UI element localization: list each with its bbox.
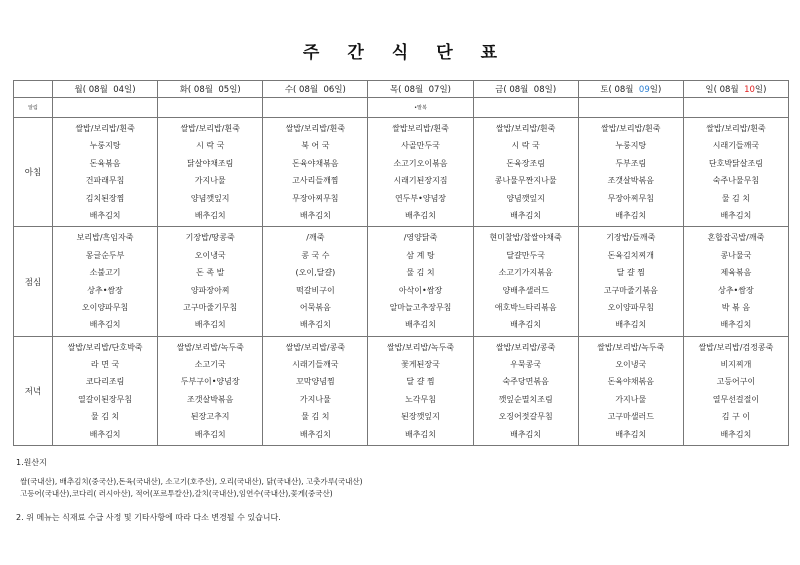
menu-item: 쌀밥/보리밥/흰죽 [75,124,135,133]
allergy-cell [578,98,683,118]
menu-item: 몽글순두부 [85,250,125,260]
menu-item: 열갈이된장무침 [78,394,133,404]
menu-item: 양념깻잎지 [506,193,545,203]
menu-item: 고구마줄기무침 [183,302,238,312]
menu-item: 제육볶음 [720,268,752,278]
menu-item: 조갯살박볶음 [607,176,654,186]
menu-item: 소고기오이볶음 [393,158,448,168]
menu-item: 노각무침 [405,394,436,404]
day-header-suffix: 일) [649,85,662,95]
menu-item: 가지나물 [194,176,226,186]
menu-item: 달 걀 찜 [616,268,645,278]
allergy-cell [683,98,788,118]
menu-item: 오이냉국 [194,250,226,260]
menu-item: 어묵볶음 [299,302,331,312]
menu-item: 연두부•양념장 [394,193,447,203]
menu-cell [263,336,368,445]
title-char: 표 [480,43,498,63]
menu-item: 무장아찌무침 [292,193,339,203]
menu-item: 배추김치 [405,429,436,439]
menu-item: 시 락 국 [511,141,540,151]
title-char: 단 [436,43,453,63]
title-char: 식 [391,43,409,63]
day-header-suffix: 일) [124,85,136,95]
menu-item: 쌀밥/보리밥/흰죽 [601,124,661,133]
menu-item: 배추김치 [720,210,752,220]
allergy-cell [158,98,263,118]
day-header-suffix: 일) [334,85,346,95]
menu-item: /영양닭죽 [403,233,438,243]
day-header-prefix: 금( 08월 [495,85,534,95]
menu-item: 배추김치 [405,210,436,220]
menu-cell [683,118,788,227]
meal-row-lunch [14,227,789,336]
menu-item: 라 면 국 [90,360,120,370]
menu-item: 무장아찌무침 [607,193,654,203]
menu-cell [368,336,473,445]
day-header [578,81,683,98]
menu-item: 가지나물 [299,394,331,404]
menu-item: 배추김치 [615,210,647,220]
menu-item: 배추김치 [510,429,542,439]
menu-cell [578,118,683,227]
menu-cell [578,227,683,336]
menu-item: 돈육야채볶음 [607,377,654,387]
menu-item: 기장밥/땅콩죽 [185,233,235,243]
menu-item: 배추김치 [510,210,542,220]
menu-item: 배추김치 [194,429,226,439]
menu-item: 김치된장찜 [85,193,125,203]
menu-cell [158,118,263,227]
menu-item: 상추•쌈장 [87,285,123,295]
menu-item: 소고기국 [194,360,226,370]
day-header-suffix: 일) [544,85,557,95]
menu-item: 물 김 치 [406,268,435,278]
day-header-prefix: 수( 08월 [284,85,324,95]
menu-item: 돈 족 발 [196,268,225,278]
menu-item: 오이양파무침 [81,302,129,312]
menu-item: 보리밥/흑임자죽 [76,233,134,243]
menu-item: 된장깻잎지 [401,412,440,422]
menu-item: 시래기된장지짐 [393,176,448,186]
day-header-date: 07 [428,85,440,95]
menu-item: (오이,달걀) [295,268,336,278]
day-header [683,81,788,98]
menu-item: 쌀밥보리밥/흰죽 [392,124,449,133]
menu-cell [683,227,788,336]
menu-item: 달 걀 찜 [406,377,435,387]
day-header [158,81,263,98]
menu-item: 쌀밥/보리밥/흰죽 [706,124,766,133]
menu-item: 배추김치 [720,429,752,439]
day-header-date: 04 [113,85,125,95]
menu-item: 배추김치 [89,429,121,439]
menu-item: 된장고추지 [190,412,230,422]
menu-item: 가지나물 [615,394,647,404]
menu-item: 꽃게된장국 [401,360,440,370]
menu-item: 배추김치 [194,210,226,220]
menu-item: 건파래무침 [85,176,125,186]
menu-cell [683,336,788,445]
meal-label: 점심 [14,227,53,336]
menu-item: 배추김치 [194,320,226,330]
menu-item: 쌀밥/보리밥/녹두죽 [176,342,244,352]
menu-item: 쌀밥/보리밥/흰죽 [495,124,556,133]
menu-item: 두부구이•양념장 [180,377,240,387]
menu-cell [368,227,473,336]
day-header-date: 05 [218,85,230,95]
menu-item: 돈육야채볶음 [292,158,339,168]
menu-item: 돈육장조림 [506,158,545,168]
menu-item: 물 김 치 [721,193,751,203]
menu-item: 배추김치 [89,320,121,330]
menu-cell [263,118,368,227]
menu-cell [578,336,683,445]
menu-item: 배추김치 [720,320,752,330]
page-title [0,38,800,63]
menu-item: 시래기들깨국 [712,141,760,151]
day-header [368,81,473,98]
menu-item: 우묵콩국 [510,360,542,370]
menu-item: 배추김치 [299,429,331,439]
menu-item: 쌀밥/보리밥/흰죽 [285,124,346,133]
menu-item: 북 어 국 [301,141,330,151]
menu-item: 시 락 국 [196,141,225,151]
menu-item: 단호박닭살조림 [708,158,763,168]
menu-item: 쌀밥/보리밥/흰죽 [180,124,240,133]
menu-item: 쌀밥/보리밥/녹두죽 [597,342,665,352]
allergy-cell [473,98,578,118]
menu-item: 애호박느타리볶음 [494,302,557,312]
menu-item: 배추김치 [299,320,331,330]
menu-item: 떡갈비구이 [296,285,335,295]
menu-item: 물 김 치 [90,412,120,422]
title-char: 간 [347,43,364,63]
origin-line-2: 고등어(국내산),코다리( 러시아산), 적어(포르투칼산),갈치(국내산),임연수(국내산),꽃게(중국산) [20,489,333,498]
day-header-prefix: 토( 08월 [600,85,639,95]
menu-cell [53,118,158,227]
menu-item: 콩 국 수 [301,250,330,260]
day-header-prefix: 목( 08월 [389,85,429,95]
menu-item: 아삭이•쌈장 [398,285,443,295]
title-char: 주 [302,43,320,63]
menu-item: 오이냉국 [615,360,647,370]
menu-item: 쌀밥/보리밥/녹두죽 [386,342,455,352]
menu-item: /깨죽 [306,233,325,243]
day-header [53,81,158,98]
menu-cell [368,118,473,227]
menu-item: 쌀밥/보리밥/단호박죽 [67,342,143,352]
menu-item: 꼬막양념찜 [296,377,335,387]
menu-item: 물 김 치 [301,412,330,422]
meal-label: 아침 [14,118,53,227]
menu-item: 배추김치 [615,429,647,439]
menu-item: 오이양파무침 [607,302,654,312]
menu-item: 고사리들깨찜 [292,176,339,186]
menu-item: 삼 계 탕 [406,250,435,260]
corner-cell [14,81,53,98]
menu-item: 고등어구이 [716,377,756,387]
menu-item: 상추•쌈장 [718,285,754,295]
menu-item: 배추김치 [510,320,542,330]
menu-item: 혼합잡곡밥/깨죽 [707,233,765,243]
day-header-suffix: 일) [439,85,451,95]
meal-row-breakfast [14,118,789,227]
menu-item: 소고기가지볶음 [498,268,553,278]
notice-text: 2. 위 메뉴는 식재료 수급 사정 및 기타사항에 따라 다소 변경될 수 있습니다. [16,513,281,522]
day-header-suffix: 일) [754,85,767,95]
menu-item: 사골만두국 [401,141,440,151]
menu-item: 고구마줄기볶음 [603,285,658,295]
menu-item: 두부조림 [615,158,647,168]
weekly-menu-table [13,80,789,446]
day-header-prefix: 일( 08월 [705,85,745,95]
origin-heading: 1.원산지 [16,458,47,467]
day-header-date: 10 [744,85,755,95]
menu-item: 깻잎순멸치조림 [498,394,553,404]
day-header-date: 06 [323,85,335,95]
menu-item: 닭살야채조림 [187,158,234,168]
menu-item: 숙주나물무침 [712,176,760,186]
menu-item: 비지찌개 [720,360,752,370]
menu-item: 콩나물무짠지나물 [494,176,557,186]
menu-cell [473,118,578,227]
day-header-prefix: 화( 08월 [179,85,219,95]
menu-item: 달걀만두국 [506,250,545,260]
menu-cell [473,227,578,336]
day-header [263,81,368,98]
menu-item: 쌀밥/보리밥/콩죽 [495,342,556,352]
menu-item: 조갯살박볶음 [187,394,234,404]
day-header-date: 08 [533,85,545,95]
allergy-cell [263,98,368,118]
menu-item: 고구마샐러드 [607,412,654,422]
day-header-suffix: 일) [229,85,241,95]
menu-item: 소불고기 [89,268,121,278]
menu-item: 양념깻잎지 [190,193,230,203]
allergy-cell [53,98,158,118]
menu-item: 양파장아찌 [190,285,230,295]
origin-line-1: 쌀(국내산), 배추김치(중국산),돈육(국내산), 소고기(호주산), 오리(국내산), 닭(국내산), 고춧가루(국내산) [20,477,363,486]
menu-item: 쌀밥/보리밥/검정콩죽 [698,342,774,352]
menu-item: 박 볶 음 [721,302,751,312]
menu-item: 김 구 이 [721,412,751,422]
menu-item: 열무선걸절이 [712,394,760,404]
menu-item: 코다리조림 [85,377,125,387]
menu-item: 배추김치 [615,320,647,330]
menu-item: 알마늘고추장무침 [389,302,452,312]
allergy-row [14,98,789,118]
menu-item: 쌀밥/보리밥/콩죽 [285,342,346,352]
menu-cell [158,336,263,445]
day-header-date: 09 [638,85,650,95]
menu-item: 기장밥/들깨죽 [606,233,656,243]
menu-cell [473,336,578,445]
meal-row-dinner [14,336,789,445]
allergy-label: 알림 [14,98,53,118]
day-header [473,81,578,98]
menu-item: 돈육볶음 [89,158,121,168]
menu-cell [53,336,158,445]
menu-item: 숙주당면볶음 [502,377,549,387]
menu-cell [263,227,368,336]
menu-item: 양배추샐러드 [502,285,549,295]
menu-item: 누룽지탕 [89,141,121,151]
menu-item: 시래기들깨국 [292,360,339,370]
menu-item: 현미찰밥/찹쌀야채죽 [489,233,562,243]
menu-item: 배추김치 [405,320,436,330]
day-header-prefix: 월( 08월 [74,85,114,95]
header-row [14,81,789,98]
allergy-cell: •말복 [368,98,473,118]
menu-item: 오징어젓갈무침 [498,412,553,422]
menu-item: 배추김치 [299,210,331,220]
menu-item: 누룽지탕 [615,141,647,151]
meal-label: 저녁 [14,336,53,445]
menu-item: 돈육김치찌개 [607,250,654,260]
menu-cell [53,227,158,336]
menu-item: 배추김치 [89,210,121,220]
menu-item: 콩나물국 [720,250,752,260]
menu-cell [158,227,263,336]
